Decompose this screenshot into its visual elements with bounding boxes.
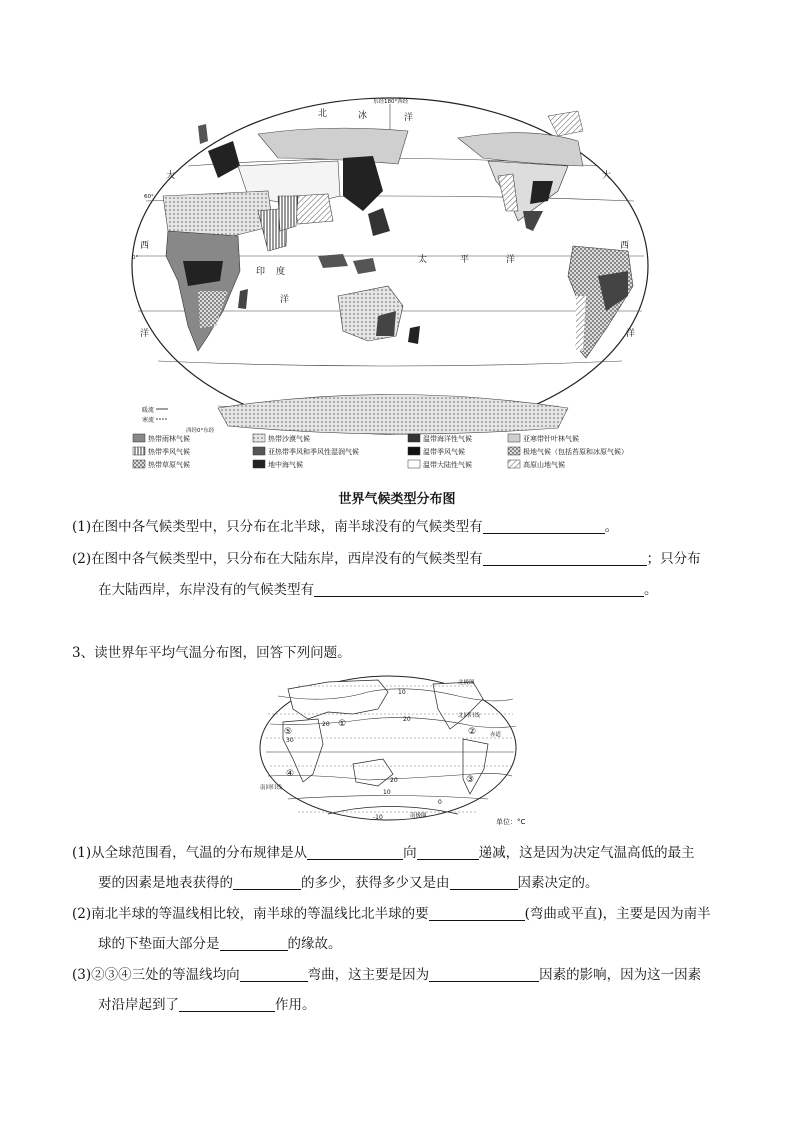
svg-text:温带海洋性气候: 温带海洋性气候 <box>423 435 472 443</box>
svg-text:亚寒带针叶林气候: 亚寒带针叶林气候 <box>523 435 579 443</box>
question-3-3-line2: 对沿岸起到了 作用。 <box>98 997 316 1013</box>
svg-text:-10: -10 <box>373 814 383 821</box>
answer-blank[interactable] <box>179 997 275 1012</box>
question-3-1-line2: 要的因素是地表获得的 的多少，获得多少又是由 因素决定的。 <box>98 875 599 891</box>
answer-blank[interactable] <box>483 519 605 534</box>
svg-text:亚热带季风和季风性湿润气候: 亚热带季风和季风性湿润气候 <box>268 448 359 456</box>
question-3-2-line2: 球的下垫面大部分是 的缘故。 <box>98 936 342 952</box>
answer-blank[interactable] <box>483 551 647 566</box>
svg-text:暖流: 暖流 <box>142 407 155 414</box>
svg-text:洋: 洋 <box>506 255 516 265</box>
svg-text:③: ③ <box>466 775 475 785</box>
climate-map <box>128 96 666 491</box>
svg-text:①: ① <box>338 719 347 729</box>
answer-blank[interactable] <box>240 967 308 982</box>
svg-text:10: 10 <box>383 789 391 796</box>
svg-text:高原山地气候: 高原山地气候 <box>523 461 565 469</box>
svg-text:赤道: 赤道 <box>490 732 502 738</box>
svg-text:20: 20 <box>390 777 398 784</box>
svg-text:⑤: ⑤ <box>284 727 293 737</box>
svg-text:洋: 洋 <box>626 329 636 339</box>
top-meridian-label: 东经180°西经 <box>373 99 409 105</box>
svg-text:南极圈: 南极圈 <box>410 813 427 819</box>
unit-label: 单位：°C <box>496 818 526 826</box>
svg-text:大: 大 <box>602 171 612 181</box>
svg-text:西: 西 <box>140 241 150 251</box>
svg-text:30: 30 <box>286 737 294 744</box>
svg-text:寒流: 寒流 <box>142 417 155 424</box>
answer-blank[interactable] <box>220 936 288 951</box>
svg-text:大: 大 <box>166 171 176 181</box>
svg-text:热带沙漠气候: 热带沙漠气候 <box>268 435 310 443</box>
temperature-map <box>258 674 540 826</box>
answer-blank[interactable] <box>307 845 403 860</box>
answer-blank[interactable] <box>450 875 518 890</box>
svg-text:0: 0 <box>438 799 442 806</box>
svg-text:④: ④ <box>286 769 295 779</box>
map-legend <box>133 434 628 469</box>
svg-text:0°: 0° <box>132 255 139 261</box>
svg-text:度: 度 <box>276 267 286 277</box>
svg-text:平: 平 <box>460 255 470 265</box>
answer-blank[interactable] <box>417 845 479 860</box>
svg-text:北: 北 <box>318 109 328 119</box>
svg-text:20: 20 <box>403 716 411 723</box>
question-3-title: 3、读世界年平均气温分布图，回答下列问题。 <box>72 645 351 661</box>
question-2-2: (2)在图中各气候类型中，只分布在大陆东岸，西岸没有的气候类型有 ；只分布 <box>72 551 701 567</box>
svg-text:北极圈: 北极圈 <box>458 680 475 686</box>
svg-text:热带草原气候: 热带草原气候 <box>148 461 190 469</box>
svg-text:洋: 洋 <box>404 113 414 123</box>
answer-blank[interactable] <box>233 875 301 890</box>
svg-text:极地气候（包括苔原和冰原气候）: 极地气候（包括苔原和冰原气候） <box>523 448 628 456</box>
question-3-1: (1)从全球范围看，气温的分布规律是从 向 递减，这是因为决定气温高低的最主 <box>72 845 695 861</box>
svg-text:洋: 洋 <box>280 295 290 305</box>
question-3-3: (3)②③④三处的等温线均向 弯曲，这主要是因为 因素的影响，因为这一因素 <box>72 967 702 983</box>
answer-blank[interactable] <box>314 582 644 597</box>
svg-text:热带季风气候: 热带季风气候 <box>148 448 190 456</box>
svg-text:西: 西 <box>620 241 630 251</box>
svg-text:南回归线: 南回归线 <box>260 785 283 791</box>
question-3-2: (2)南北半球的等温线相比较，南半球的等温线比北半球的要 (弯曲或平直)，主要是因为南半 <box>72 906 711 922</box>
svg-text:②: ② <box>468 727 477 737</box>
svg-text:温带大陆性气候: 温带大陆性气候 <box>423 461 472 469</box>
svg-text:热带雨林气候: 热带雨林气候 <box>148 435 190 443</box>
svg-text:60°: 60° <box>144 194 154 200</box>
svg-text:北回归线: 北回归线 <box>458 713 481 719</box>
svg-text:20: 20 <box>322 721 330 728</box>
question-2-1: (1)在图中各气候类型中，只分布在北半球，南半球没有的气候类型有 。 <box>72 519 619 535</box>
sahara-desert-region <box>163 191 273 236</box>
answer-blank[interactable] <box>429 967 539 982</box>
svg-text:10: 10 <box>398 689 406 696</box>
svg-text:太: 太 <box>418 255 428 265</box>
bottom-meridian-label: 西经0°东经 <box>186 428 215 434</box>
svg-text:地中海气候: 地中海气候 <box>268 461 303 469</box>
svg-text:温带季风气候: 温带季风气候 <box>423 448 465 456</box>
question-2-2-line2: 在大陆西岸，东岸没有的气候类型有 。 <box>98 582 658 598</box>
svg-text:洋: 洋 <box>140 329 150 339</box>
svg-text:冰: 冰 <box>358 111 368 121</box>
answer-blank[interactable] <box>429 906 525 921</box>
map-caption: 世界气候类型分布图 <box>338 492 456 507</box>
svg-text:印: 印 <box>256 267 266 277</box>
